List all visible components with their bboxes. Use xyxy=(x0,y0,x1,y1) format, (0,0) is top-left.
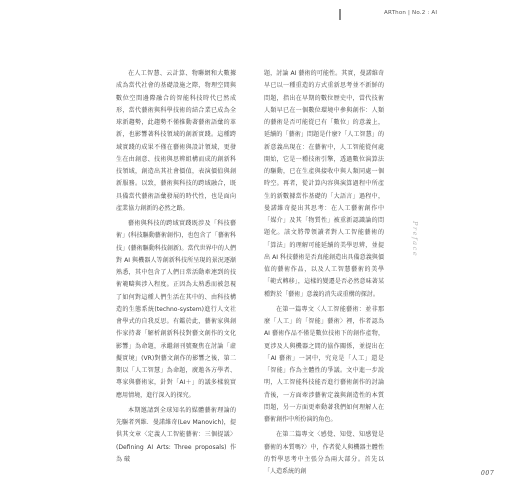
section-side-label: Preface xyxy=(411,221,419,258)
paragraph: 在第一篇專文〈人工智能藝術：並非那麼「人工」的「智能」藝術〉裡，作者認為 AI 藝術作品不僅是數位技術下的創作產物，更涉及人與機器之間的協作關係，並提出在「AI 藝術」一詞中，究竟是「人工」還是「智能」作為主體性的爭議。文中進一步說明，人工智能科技能否進行藝術創作的討論背後，一方面牽涉藝術定義與創造性的本質問題，另一方面更牽動著我們如何理解人在藝術創作中所扮演的角色。 xyxy=(264,305,384,423)
header-divider xyxy=(339,9,341,20)
paragraph: 藝術與科技的跨域實踐既涉及「科技藝術」(科技驅動藝術創作)，也包含了「藝術科技」(藝術驅動科技創新)。當代世界中的人們對 AI 與機器人等創新科技所呈現的景況逐漸熟悉，其中包含了人們日常活動牽連到的技術範疇與涉入程度。正因為太熟悉而被忽視了如何對這種人們生活在其中的、由科技構造的生態系統(techno-system)進行人文社會學式的自我反思。有鑑於此，藝術家與創作家持著「解析創新科技對藝文創作的文化影響」為命題，承繼創刊號聚焦在討論「虛擬實境」(VR)對藝文創作的影響之後，第二期以「人工智慧」為命題，廣邀各方學者、專家與藝術家，針對「AI＋」的議多樣貌實應用情境，進行深入的探究。 xyxy=(116,220,236,399)
left-text-column xyxy=(116,68,236,469)
page-number: 007 xyxy=(481,470,495,477)
paragraph: 本期邀請到全球知名的媒體藝術理論的先驅者列維．曼諾維奇(Lev Manovich)，提供其文章〈定義人工智能藝術：三個提議〉(Defining AI Arts: Three proposals) 作 為 破 xyxy=(116,406,236,463)
paragraph: 在人工智慧、云計算、物聯網和大數據成為當代社會的基礎設施之際，物理空間與數位空間邊際融合的智能科技時代已然成形，當代藝術與科學技術的結合業已成為全球新趨勢，此趨勢不僅推動著藝術語彙的革新，也影響著科技領域的創新實踐。這種跨域實踐的成果不僅在藝術與設計領域，更發生在由創意、技術與思辨組構而成的創新科技領域，創造出其社會價值，表演價值與創新服務。以致，藝術與科技的跨域融合，既具備當代藝術語彙發展的時代性，也是面向產業協力創新的必然之路。 xyxy=(116,70,236,212)
right-text-column xyxy=(264,68,384,481)
paragraph: 題，討論 AI 藝術的可能性。其實，曼諾維奇早已以一種重造的方式重新思考並不新鮮的問題，指出在早期的數位歷史中，當代技術人類早已在一個數位環境中參與創作：人類的藝術是否可能從已有「數位」的意義上，延續的「藝術」問題是什麼?「人工智慧」的新意義出現在：在藝術中，人工智能從何處開始，它是一種技術引擎，透過數位演算法的驅動，已在生產與接收中與人類同處一個時空。再者，從計算內容與演算過程中所產生的新數據當作基礎的「大語言」過程中，曼諾維奇提出其思考：在人工藝術創作中「媒介」及其「物質性」被重新認識論的問題化。該文將帶領讀者對人工智能藝術的「算法」的理解可能延續的美學思辨，並提出 AI 科技藝術是否真能創造出具備意義與價值的藝術作品，以及人工智慧藝術的美學「範式轉移」，這樣的變遷是否必然意味著某種對於「藝術」意義的消失或重構的探討。 xyxy=(264,70,384,298)
running-header: ARThon | No.2 : AI xyxy=(384,10,438,16)
paragraph: 在第二篇專文〈感覺、知覺、知感覺是藝術的本質嗎?〉中，作者從人與機器主體性的哲學思考中主張分為兩大部分。首先以「人造系統的創 xyxy=(264,431,384,475)
